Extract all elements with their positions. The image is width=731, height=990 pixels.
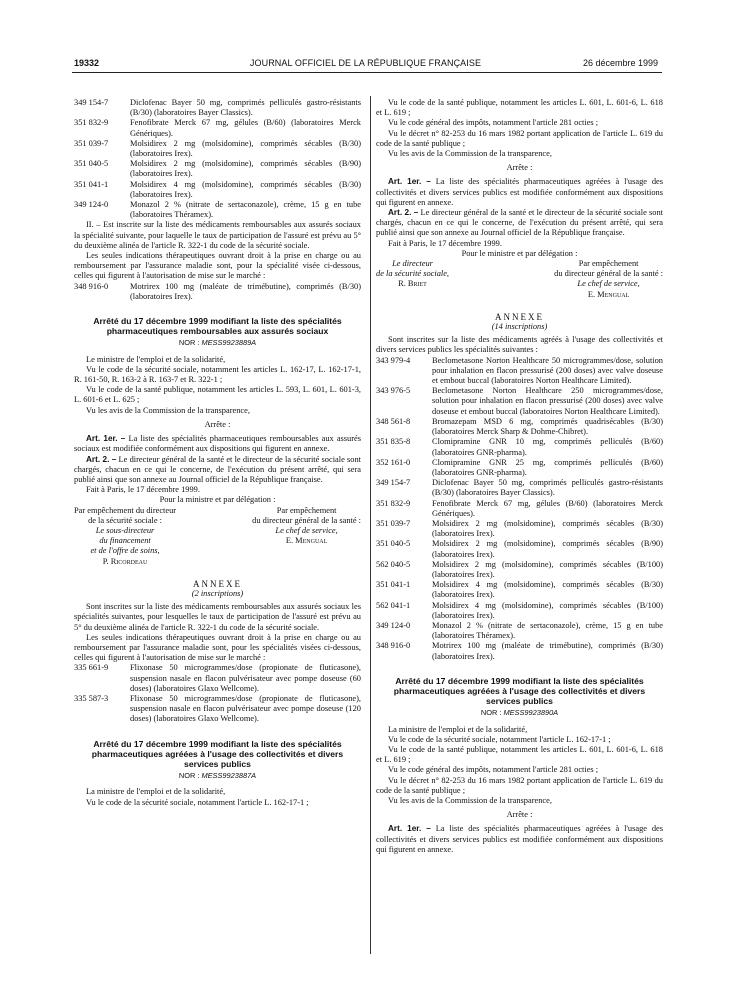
visa-line: Vu le code de la santé publique, notamment les articles L. 593, L. 601, L. 601-3, L. 601-6 et L. 625 ; <box>74 385 361 405</box>
list-item <box>376 386 663 417</box>
list-item <box>376 499 663 519</box>
minister-line: La ministre de l'emploi et de la solidarité, <box>86 787 226 797</box>
signatory-name: P. Ricordeau <box>102 556 148 566</box>
visa-line: Vu le décret n° 82-253 du 16 mars 1982 portant application de l'article L. 619 du code de la santé publique ; <box>376 775 663 795</box>
item-code: 351 039-7 <box>74 138 109 148</box>
page-header <box>0 58 731 72</box>
nor-code: MESS9923890A <box>503 708 559 718</box>
list-item <box>74 200 361 220</box>
article-1: Art. 1er. – La liste des spécialités pharmaceutiques agréées à l'usage des collectivités et divers services publics est modifiée conformément aux dispositions qui figurent en annexe. <box>376 824 663 854</box>
visa-line: Vu le code général des impôts, notamment l'article 281 octies ; <box>388 765 599 775</box>
right-column <box>376 98 663 855</box>
visa-line: Vu le décret n° 82-253 du 16 mars 1982 portant application de l'article L. 619 du code de la santé publique ; <box>376 128 663 148</box>
visa-line: Vu le code de la sécurité sociale, notamment les articles L. 162-17, L. 162-17-1, R. 161-50, R. 163-2 à R. 163-7 et R. 322-1 ; <box>74 364 361 385</box>
list-item <box>74 118 361 138</box>
signatory-name: E. Mengual <box>587 289 630 299</box>
list-item <box>376 519 663 539</box>
article-2: Art. 2. – Le directeur général de la santé et le directeur de la sécurité sociale sont chargés, chacun en ce qui le concerne, de l'exécution du présent arrêté, qui sera publié ainsi que son annexe au Journal officiel de la République française. <box>74 454 361 484</box>
signature-right: Par empêchement du directeur général de la santé : Le chef de service, E. Mengual <box>252 505 361 546</box>
item-text: Molsidirex 2 mg (molsidomine), comprimés sécables (B/90) (laboratoires Irex). <box>130 159 361 179</box>
paragraph-ii: II. – Est inscrite sur la liste des médicaments remboursables aux assurés sociaux la spécialité suivante, pour laquelle le taux de participation de l'assuré est prévu au 5° du deuxième alinéa de l'article R. 322-1 du code de la sécurité sociale. <box>74 220 361 250</box>
article-label: Art. 2. – <box>388 208 419 218</box>
item-text: Motrirex 100 mg (maléate de trimébutine), comprimés (B/30) (laboratoires Irex). <box>130 281 361 301</box>
item-text: Molsidirex 4 mg (molsidomine), comprimés sécables (B/30) (laboratoires Irex). <box>432 580 663 600</box>
item-text: Beclometasone Norton Healthcare 50 microgrammes/dose, solution pour inhalation en flacon pressurisé (200 doses) avec valve doseuse et embout buccal (laboratoires Norton Healthcare Limited). <box>432 355 663 386</box>
nor-reference: NOR : MESS9923887A <box>178 771 257 781</box>
arrete-label: Arrête : <box>506 163 533 173</box>
annexe-heading: ANNEXE <box>193 578 242 589</box>
item-text: Molsidirex 2 mg (molsidomine), comprimés sécables (B/90) (laboratoires Irex). <box>432 539 663 559</box>
visa-line: Vu les avis de la Commission de la transparence, <box>388 796 552 805</box>
item-text: Monazol 2 % (nitrate de sertaconazole), crème, 15 g en tube (laboratoires Théramex). <box>432 620 663 641</box>
article-label: Art. 1er. – <box>388 177 431 187</box>
signatory-name: R. Briet <box>398 279 427 289</box>
item-text: Flixonase 50 microgrammes/dose (propionate de fluticasone), suspension nasale en flacon pulvérisateur avec pompe doseuse (60 doses) (laboratoires Glaxo Wellcome). <box>130 663 361 693</box>
item-text: Beclometasone Norton Healthcare 250 microgrammes/dose, solution pour inhalation en flacon pressurisé (200 doses) avec valve doseuse et embout buccal (laboratoires Norton Healthcare Limited). <box>432 386 663 416</box>
item-code: 348 561-8 <box>376 416 411 426</box>
list-item <box>376 560 663 580</box>
list-item <box>376 437 663 457</box>
item-code: 351 041-1 <box>74 179 109 189</box>
list-item <box>376 601 663 621</box>
nor-code: MESS9923889A <box>201 338 257 348</box>
visa-line: Vu le code de la sécurité sociale, notamment l'article L. 162-17-1 ; <box>388 734 611 744</box>
article-2: Art. 2. – Le directeur général de la santé et le directeur de la sécurité sociale sont chargés, chacun en ce qui le concerne, de l'exécution du présent arrêté, qui sera publié ainsi que son annexe au Journal officiel de la République française. <box>376 208 663 238</box>
item-text: Diclofenac Bayer 50 mg, comprimés pelliculés gastro-résistants (B/30) (laboratoires Bayer Classics). <box>130 98 361 118</box>
item-text: Molsidirex 4 mg (molsidomine), comprimés sécables (B/100) (laboratoires Irex). <box>432 600 663 620</box>
item-code: 351 039-7 <box>376 518 411 528</box>
list-item <box>74 694 361 725</box>
paragraph-indications: Les seules indications thérapeutiques ouvrant droit à la prise en charge ou au remboursement par l'assurance maladie sont, pour la spécialité visée ci-dessous, celles qui figurent à l'autorisation de mise sur le marché : <box>74 251 361 281</box>
item-text: Clomipramine GNR 25 mg, comprimés pelliculés (B/60) (laboratoires GNR-pharma). <box>432 457 663 477</box>
signatures <box>74 506 361 567</box>
item-code: 352 161-0 <box>376 457 411 467</box>
signature-right: Par empêchement du directeur général de la santé : Le chef de service, E. Mengual <box>554 259 663 299</box>
item-code: 351 832-9 <box>376 498 411 508</box>
journal-title: JOURNAL OFFICIEL DE LA RÉPUBLIQUE FRANÇAISE <box>249 58 482 68</box>
article-1: Art. 1er. – La liste des spécialités pharmaceutiques agréées à l'usage des collectivités et divers services publics est modifiée conformément aux dispositions qui figurent en annexe. <box>376 177 663 207</box>
signature-left: Par empêchement du directeur de la sécurité sociale : Le sous-directeur du financement et de l'offre de soins, P. Ricordeau <box>74 505 177 566</box>
list-item <box>74 159 361 179</box>
item-code: 349 154-7 <box>74 98 109 107</box>
item-text: Monazol 2 % (nitrate de sertaconazole), crème, 15 g en tube (laboratoires Théramex). <box>130 200 361 220</box>
item-code: 351 040-5 <box>74 159 109 169</box>
nor-reference: NOR : MESS9923889A <box>178 338 257 348</box>
list-item <box>376 621 663 641</box>
annexe-heading: ANNEXE <box>495 311 544 322</box>
visa-line: Vu le code de la sécurité sociale, notamment l'article L. 162-17-1 ; <box>86 797 309 807</box>
list-item <box>74 663 361 694</box>
list-item <box>376 356 663 387</box>
nor-code: MESS9923887A <box>201 771 257 781</box>
item-code: 349 124-0 <box>74 200 109 210</box>
item-code: 351 835-8 <box>376 437 411 447</box>
visa-line: Vu le code de la santé publique, notamment les articles L. 601, L. 601-6, L. 618 et L. 619 ; <box>376 744 663 765</box>
annexe-paragraph: Les seules indications thérapeutiques ouvrant droit à la prise en charge ou au remboursement par l'assurance maladie sont, pour les spécialités visées ci-dessous, celles qui figurent à l'autorisation de mise sur le marché : <box>74 632 361 663</box>
list-item <box>74 139 361 159</box>
list-item <box>376 539 663 559</box>
signatures <box>376 259 663 300</box>
item-text: Molsidirex 4 mg (molsidomine), comprimés sécables (B/30) (laboratoires Irex). <box>130 179 361 199</box>
item-text: Molsidirex 2 mg (molsidomine), comprimés sécables (B/100) (laboratoires Irex). <box>432 559 663 579</box>
annexe-subtitle: (2 inscriptions) <box>191 588 244 598</box>
visa-line: Vu le code de la santé publique, notamment les articles L. 601, L. 601-6, L. 618 et L. 619 ; <box>376 98 663 118</box>
list-item <box>74 98 361 118</box>
top-list <box>74 98 361 220</box>
list-item <box>74 282 361 302</box>
date-line: Fait à Paris, le 17 décembre 1999. <box>86 485 200 495</box>
item-code: 351 040-5 <box>376 539 411 549</box>
item-text: Bromazepam MSD 6 mg, comprimés quadrisécables (B/30) (laboratoires Merck Sharp & Dohme-Chibret). <box>432 416 663 437</box>
date-line: Fait à Paris, le 17 décembre 1999. <box>388 238 502 248</box>
item-text: Flixonase 50 microgrammes/dose (propionate de fluticasone), suspension nasale en flacon pulvérisateur avec pompe doseuse (120 doses) (laboratoires Glaxo Wellcome). <box>130 693 361 724</box>
signature-left: Le directeur de la sécurité sociale, R. Briet <box>376 259 450 289</box>
annexe-subtitle: (14 inscriptions) <box>491 322 548 332</box>
minister-line: Le ministre de l'emploi et de la solidarité, <box>86 354 226 364</box>
arrete-label: Arrête : <box>506 810 533 820</box>
item-code: 562 040-5 <box>376 559 411 569</box>
visa-line: Vu les avis de la Commission de la transparence, <box>388 149 552 159</box>
item-code: 335 587-3 <box>74 693 109 703</box>
item-text: Molsidirex 2 mg (molsidomine), comprimés sécables (B/30) (laboratoires Irex). <box>432 518 663 539</box>
article-label: Art. 1er. – <box>388 824 431 834</box>
item-code: 335 661-9 <box>74 663 109 673</box>
arrete-label: Arrête : <box>204 419 231 429</box>
item-code: 351 832-9 <box>74 118 109 128</box>
item-code: 562 041-1 <box>376 600 411 610</box>
item-text: Fenofibrate Merck 67 mg, gélules (B/60) (laboratoires Merck Génériques). <box>432 498 663 518</box>
list-item <box>376 417 663 437</box>
item-code: 343 976-5 <box>376 386 411 396</box>
item-code: 348 916-0 <box>74 281 109 291</box>
article-label: Art. 2. – <box>86 454 117 464</box>
arrete-title: Arrêté du 17 décembre 1999 modifiant la liste des spécialités pharmaceutiques agréées à l'usage des collectivités et divers services publics <box>91 738 344 769</box>
page-number: 19332 <box>74 58 100 68</box>
delegation-line: Pour le ministre et par délégation : <box>461 248 578 258</box>
article-1: Art. 1er. – La liste des spécialités pharmaceutiques remboursables aux assurés sociaux est modifiée conformément aux dispositions qui figurent en annexe. <box>74 434 362 454</box>
annexe-list <box>376 356 663 662</box>
issue-date: 26 décembre 1999 <box>582 58 658 68</box>
item-text: Diclofenac Bayer 50 mg, comprimés pelliculés gastro-résistants (B/30) (laboratoires Bayer Classics). <box>432 478 663 498</box>
item-code: 351 041-1 <box>376 580 411 590</box>
visa-line: Vu le code général des impôts, notamment l'article 281 octies ; <box>388 118 599 128</box>
list-item <box>376 478 663 498</box>
column-divider <box>370 96 371 954</box>
item-code: 349 124-0 <box>376 620 411 630</box>
list-item <box>74 180 361 200</box>
list-item <box>376 458 663 478</box>
arrete-title: Arrêté du 17 décembre 1999 modifiant la liste des spécialités pharmaceutiques agréées à l'usage des collectivités et divers services publics <box>393 675 646 707</box>
visa-line: Vu les avis de la Commission de la transparence, <box>86 405 250 415</box>
item-text: Motrirex 100 mg (maléate de trimébutine), comprimés (B/30) (laboratoires Irex). <box>432 641 663 661</box>
item-code: 348 916-0 <box>376 641 411 651</box>
left-column <box>74 98 361 808</box>
item-text: Clomipramine GNR 10 mg, comprimés pelliculés (B/60) (laboratoires GNR-pharma). <box>432 437 663 457</box>
list-item <box>376 580 663 600</box>
item-text: Fenofibrate Merck 67 mg, gélules (B/60) (laboratoires Merck Génériques). <box>130 118 361 138</box>
nor-reference: NOR : MESS9923890A <box>480 708 559 718</box>
item-code: 349 154-7 <box>376 478 411 488</box>
signatory-name: E. Mengual <box>285 536 328 546</box>
minister-line: La ministre de l'emploi et de la solidarité, <box>388 724 528 734</box>
delegation-line: Pour la ministre et par délégation : <box>159 495 276 505</box>
item-text: Molsidirex 2 mg (molsidomine), comprimés sécables (B/30) (laboratoires Irex). <box>130 138 361 159</box>
annexe-paragraph: Sont inscrites sur la liste des médicaments agréés à l'usage des collectivités et divers services publics les spécialités suivantes : <box>376 335 663 355</box>
header-rule <box>72 72 662 73</box>
item-code: 343 979-4 <box>376 355 411 365</box>
arrete-title: Arrêté du 17 décembre 1999 modifiant la liste des spécialités pharmaceutiques remboursables aux assurés sociaux <box>93 316 342 337</box>
article-label: Art. 1er. – <box>86 434 126 444</box>
list-item <box>376 641 663 661</box>
annexe-paragraph: Sont inscrites sur la liste des médicaments remboursables aux assurés sociaux les spécialités suivantes, pour lesquelles le taux de participation de l'assuré est prévu au 5° du deuxième alinéa de l'article R. 322-1 du code de la sécurité sociale. <box>74 602 361 632</box>
